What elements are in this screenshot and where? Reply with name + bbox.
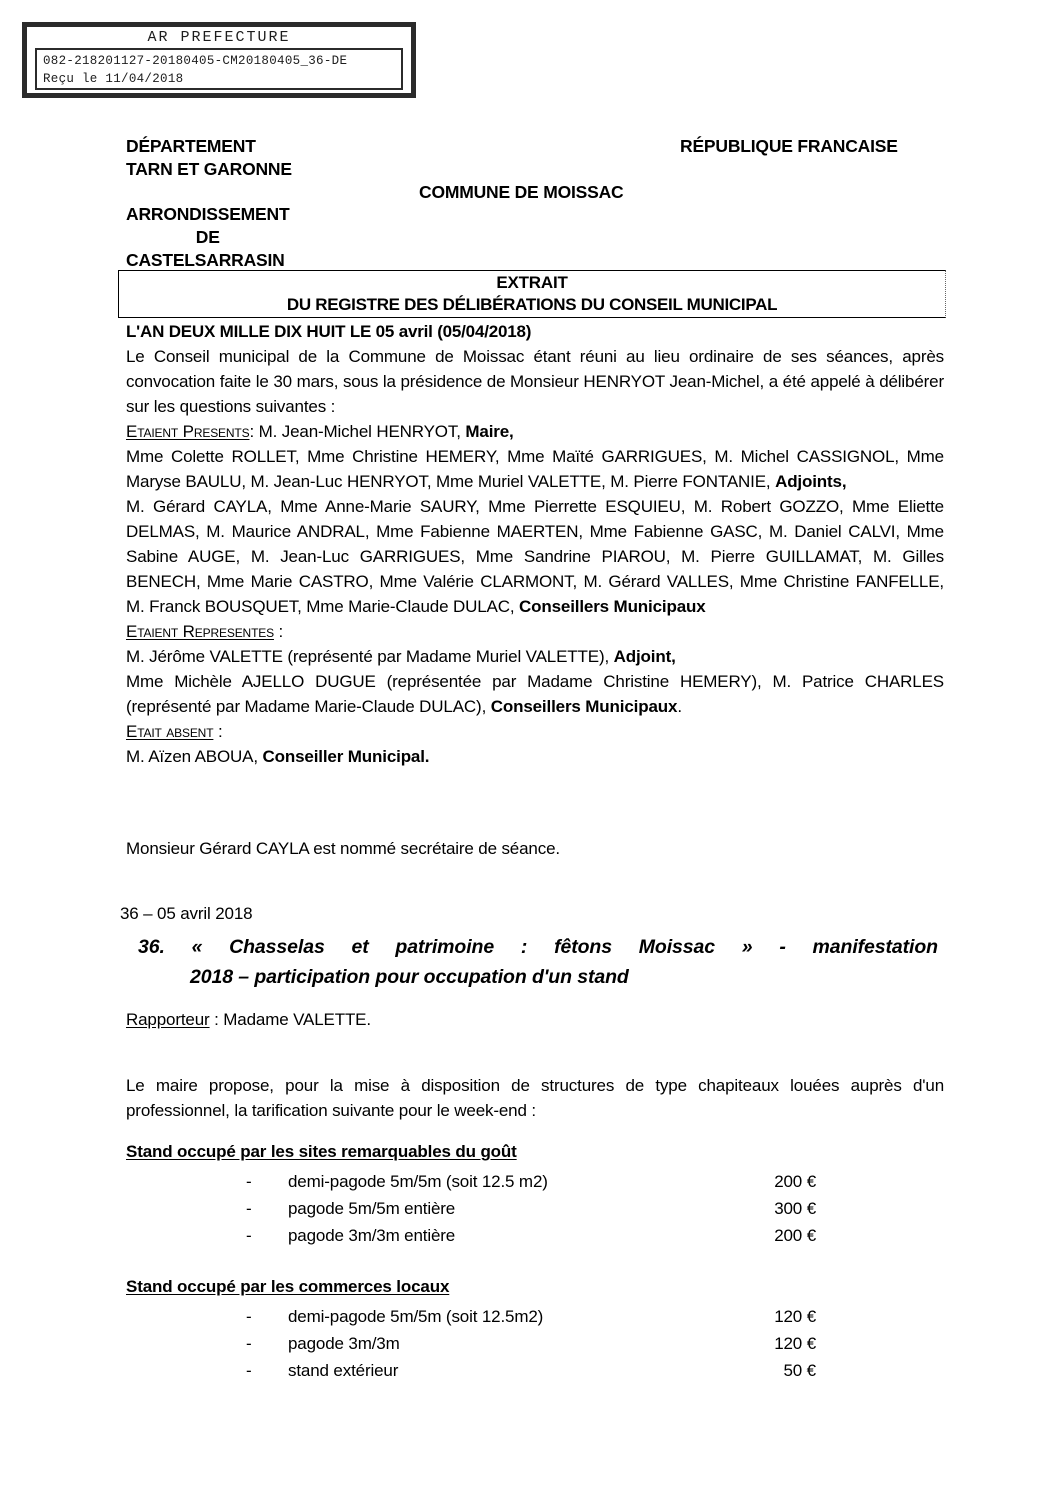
pricing-amount: 120 € bbox=[774, 1307, 816, 1326]
absent-label-line bbox=[126, 719, 944, 744]
pricing-item: stand extérieur bbox=[288, 1361, 399, 1380]
table-row bbox=[246, 1195, 816, 1222]
pricing-section-sites bbox=[126, 1140, 944, 1249]
extrait-subtitle: DU REGISTRE DES DÉLIBÉRATIONS DU CONSEIL MUNICIPAL bbox=[286, 295, 778, 314]
extrait-title: EXTRAIT bbox=[496, 273, 568, 292]
presents-mayor-role: Maire, bbox=[465, 422, 514, 441]
represented-colon: : bbox=[273, 622, 284, 641]
represented-period: . bbox=[677, 697, 682, 716]
pricing-item: demi-pagode 5m/5m (soit 12.5 m2) bbox=[288, 1172, 548, 1191]
department-line-2: TARN ET GARONNE bbox=[126, 159, 292, 179]
absent-role: Conseiller Municipal. bbox=[262, 747, 430, 766]
table-row bbox=[246, 1357, 816, 1384]
pricing-item: demi-pagode 5m/5m (soit 12.5m2) bbox=[288, 1307, 544, 1326]
pricing-amount: 200 € bbox=[774, 1172, 816, 1191]
department-line-1: DÉPARTEMENT bbox=[126, 136, 256, 156]
presents-line bbox=[126, 419, 944, 444]
pricing-table-commerces bbox=[246, 1303, 816, 1384]
arrondissement-line-1: ARRONDISSEMENT bbox=[126, 204, 290, 224]
pricing-table-sites bbox=[246, 1168, 816, 1249]
bullet-dash: - bbox=[246, 1361, 252, 1380]
stamp-reference-box bbox=[35, 48, 403, 90]
secretary-line: Monsieur Gérard CAYLA est nommé secrétaire de séance. bbox=[126, 839, 560, 858]
absent-label: Etait absent bbox=[126, 722, 214, 741]
represented-label-line bbox=[126, 619, 944, 644]
ar-prefecture-stamp bbox=[22, 22, 416, 98]
presents-label: Etaient Presents bbox=[126, 422, 250, 441]
pricing-amount: 120 € bbox=[774, 1334, 816, 1353]
represented-line-1 bbox=[126, 644, 944, 669]
republic-heading: RÉPUBLIQUE FRANCAISE bbox=[680, 136, 898, 156]
bullet-dash: - bbox=[246, 1226, 252, 1245]
arrondissement-heading bbox=[126, 203, 289, 272]
stamp-title: AR PREFECTURE bbox=[147, 29, 291, 46]
bullet-dash: - bbox=[246, 1307, 252, 1326]
arrondissement-line-2: DE bbox=[195, 227, 220, 247]
stamp-reference: 082-218201127-20180405-CM20180405_36-DE bbox=[43, 54, 348, 68]
bullet-dash: - bbox=[246, 1199, 252, 1218]
convocation-paragraph: Le Conseil municipal de la Commune de Moissac étant réuni au lieu ordinaire de ses séances, après convocation faite le 30 mars, sous la présidence de Monsieur HENRYOT Jean-Michel, a été appelé à délibérer sur les questions suivantes : bbox=[126, 347, 944, 416]
adjoints-paragraph bbox=[126, 444, 944, 494]
pricing-item: pagode 3m/3m bbox=[288, 1334, 400, 1353]
represented-name-2: Mme Michèle AJELLO DUGUE (représentée par Madame Christine HEMERY), M. Patrice CHARLES (représenté par Madame Marie-Claude DULAC), bbox=[126, 672, 944, 716]
deliberation-title-line-1: 36. « Chasselas et patrimoine : fêtons Moissac » - manifestation bbox=[138, 936, 938, 958]
pricing-heading-sites: Stand occupé par les sites remarquables du goût bbox=[126, 1142, 517, 1161]
conseillers-role: Conseillers Municipaux bbox=[518, 597, 706, 616]
arrondissement-line-3: CASTELSARRASIN bbox=[126, 250, 285, 270]
rapporteur-line bbox=[126, 1008, 371, 1032]
table-row bbox=[246, 1330, 816, 1357]
rapporteur-value: : Madame VALETTE. bbox=[209, 1010, 371, 1029]
bullet-dash: - bbox=[246, 1172, 252, 1191]
table-row bbox=[246, 1168, 816, 1195]
conseillers-names: M. Gérard CAYLA, Mme Anne-Marie SAURY, Mme Pierrette ESQUIEU, M. Robert GOZZO, Mme Eliette DELMAS, M. Maurice ANDRAL, Mme Fabienne MAERTEN, Mme Fabienne GASC, M. Daniel CALVI, Mme Sabine AUGE, M. Jean-Luc GARRIGUES, Mme Sandrine PIAROU, M. Pierre GUILLAMAT, M. Gilles BENECH, Mme Marie CASTRO, Mme Valérie CLARMONT, M. Gérard VALLES, Mme Christine FANFELLE, M. Franck BOUSQUET, Mme Marie-Claude DULAC, bbox=[126, 497, 944, 616]
represented-role-1: Adjoint, bbox=[613, 647, 676, 666]
pricing-heading-commerces: Stand occupé par les commerces locaux bbox=[126, 1277, 450, 1296]
deliberation-title bbox=[138, 932, 938, 992]
pricing-item: pagode 5m/5m entière bbox=[288, 1199, 456, 1218]
table-row bbox=[246, 1222, 816, 1249]
table-row bbox=[246, 1303, 816, 1330]
pricing-amount: 50 € bbox=[783, 1361, 816, 1380]
represented-name-1: M. Jérôme VALETTE (représenté par Madame Muriel VALETTE), bbox=[126, 647, 614, 666]
deliberation-body bbox=[126, 320, 944, 769]
presents-mayor: : M. Jean-Michel HENRYOT, bbox=[249, 422, 466, 441]
commune-heading: COMMUNE DE MOISSAC bbox=[419, 182, 624, 202]
absent-name: M. Aïzen ABOUA, bbox=[126, 747, 263, 766]
absent-line bbox=[126, 744, 944, 769]
deliberation-title-line-2: 2018 – participation pour occupation d'un stand bbox=[190, 966, 629, 988]
year-line: L'AN DEUX MILLE DIX HUIT LE 05 avril (05/04/2018) bbox=[126, 322, 532, 341]
absent-colon: : bbox=[213, 722, 223, 741]
represented-role-2: Conseillers Municipaux bbox=[490, 697, 678, 716]
deliberation-number-date: 36 – 05 avril 2018 bbox=[120, 904, 253, 923]
pricing-amount: 300 € bbox=[774, 1199, 816, 1218]
represented-line-2 bbox=[126, 669, 944, 719]
represented-label: Etaient Representes bbox=[126, 622, 274, 641]
extrait-box bbox=[118, 270, 946, 318]
pricing-amount: 200 € bbox=[774, 1226, 816, 1245]
department-heading bbox=[126, 135, 292, 181]
pricing-section-commerces bbox=[126, 1275, 944, 1384]
conseillers-paragraph bbox=[126, 494, 944, 619]
rapporteur-label: Rapporteur bbox=[126, 1010, 210, 1029]
adjoints-role: Adjoints, bbox=[775, 472, 847, 491]
adjoints-names: Mme Colette ROLLET, Mme Christine HEMERY, Mme Maïté GARRIGUES, M. Michel CASSIGNOL, Mme Maryse BAULU, M. Jean-Luc HENRYOT, Mme Muriel VALETTE, M. Pierre FONTANIE, bbox=[126, 447, 944, 491]
proposal-paragraph: Le maire propose, pour la mise à disposition de structures de type chapiteaux louées auprès d'un professionnel, la tarification suivante pour le week-end : bbox=[126, 1076, 944, 1120]
bullet-dash: - bbox=[246, 1334, 252, 1353]
pricing-item: pagode 3m/3m entière bbox=[288, 1226, 456, 1245]
stamp-received-date: Reçu le 11/04/2018 bbox=[43, 72, 184, 86]
